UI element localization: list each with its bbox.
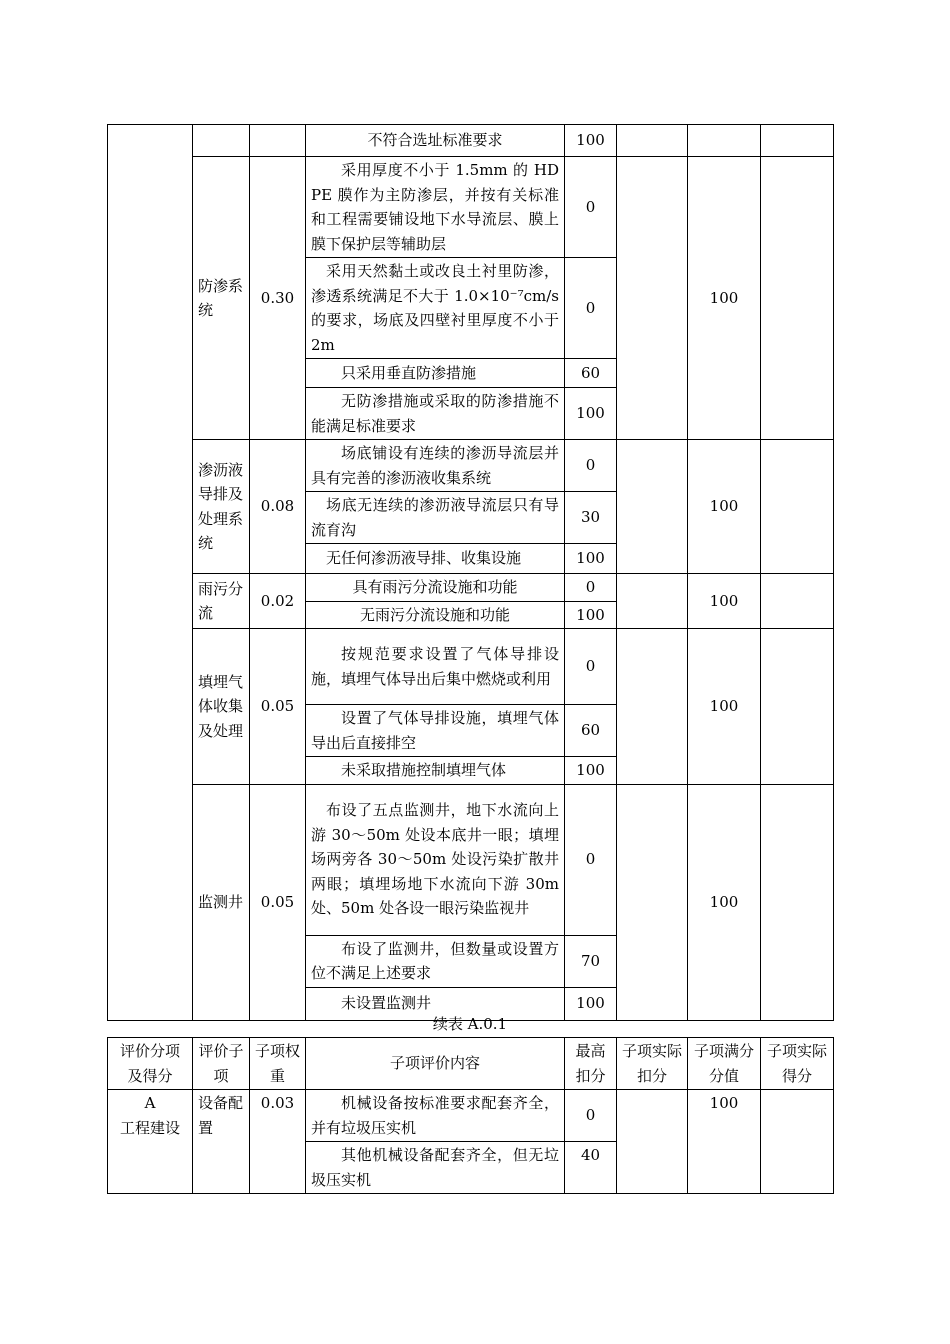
actual-deduction-cell (617, 629, 688, 785)
max-deduction-cell: 60 (565, 705, 617, 757)
content-cell: 无任何渗沥液导排、收集设施 (306, 544, 565, 574)
full-score-cell: 100 (688, 157, 761, 440)
actual-deduction-cell (617, 784, 688, 1020)
content-cell: 采用厚度不小于 1.5mm 的 HDPE 膜作为主防渗层，并按有关标准和工程需要铺设地下水导流层、膜上膜下保护层等辅助层 (306, 157, 565, 258)
content-cell: 采用天然黏土或改良土衬里防渗，渗透系统满足不大于 1.0×10⁻⁷cm/s 的要求，场底及四壁衬里厚度不小于 2m (306, 258, 565, 359)
content-cell: 其他机械设备配套齐全，但无垃圾压实机 (306, 1142, 565, 1194)
actual-score-cell (761, 574, 834, 629)
max-deduction-cell: 100 (565, 757, 617, 785)
full-score-cell: 100 (688, 1090, 761, 1194)
subitem-name: 防渗系统 (193, 157, 250, 440)
header-weight: 子项权重 (250, 1038, 306, 1090)
max-deduction-cell: 60 (565, 359, 617, 388)
actual-score-cell (761, 784, 834, 1020)
max-deduction-cell: 70 (565, 935, 617, 987)
category-code: A (144, 1094, 156, 1112)
subitem-weight: 0.05 (250, 629, 306, 785)
max-deduction-cell: 100 (565, 601, 617, 629)
content-cell: 布设了五点监测井，地下水流向上游 30～50m 处设本底井一眼；填埋场两旁各 30～50m 处设污染扩散井两眼；填埋场地下水流向下游 30m 处、50m 处各设一眼污染监视井 (306, 784, 565, 935)
full-score-cell: 100 (688, 629, 761, 785)
content-cell: 无防渗措施或采取的防渗措施不能满足标准要求 (306, 388, 565, 440)
header-full-score: 子项满分分值 (688, 1038, 761, 1090)
actual-score-cell (761, 440, 834, 574)
subitem-weight: 0.05 (250, 784, 306, 1020)
full-score-cell (688, 125, 761, 157)
actual-score-cell (761, 629, 834, 785)
actual-score-cell (761, 157, 834, 440)
subitem-name: 监测井 (193, 784, 250, 1020)
content-cell: 未设置监测井 (306, 987, 565, 1020)
max-deduction-cell: 100 (565, 125, 617, 157)
max-deduction-cell: 0 (565, 629, 617, 705)
max-deduction-cell: 100 (565, 388, 617, 440)
content-cell: 未采取措施控制填埋气体 (306, 757, 565, 785)
header-actual-score: 子项实际得分 (761, 1038, 834, 1090)
content-cell: 场底铺设有连续的渗沥导流层并具有完善的渗沥液收集系统 (306, 440, 565, 492)
max-deduction-cell: 0 (565, 574, 617, 602)
content-cell: 布设了监测井，但数量或设置方位不满足上述要求 (306, 935, 565, 987)
max-deduction-cell: 0 (565, 784, 617, 935)
header-subitem: 评价子项 (193, 1038, 250, 1090)
subitem-weight: 0.03 (250, 1090, 306, 1194)
table-caption: 续表 A.0.1 (432, 1015, 508, 1033)
header-content: 子项评价内容 (306, 1038, 565, 1090)
evaluation-table-continued (107, 124, 834, 1021)
subitem-name: 填埋气体收集及处理 (193, 629, 250, 785)
subitem-weight: 0.08 (250, 440, 306, 574)
subitem-weight: 0.02 (250, 574, 306, 629)
subitem-weight: 0.30 (250, 157, 306, 440)
full-score-cell: 100 (688, 574, 761, 629)
actual-deduction-cell (617, 125, 688, 157)
content-cell: 场底无连续的渗沥液导流层只有导流育沟 (306, 492, 565, 544)
subitem-name: 雨污分流 (193, 574, 250, 629)
category-cell (108, 125, 193, 1021)
subitem-name: 渗沥液导排及处理系统 (193, 440, 250, 574)
content-cell: 按规范要求设置了气体导排设施，填埋气体导出后集中燃烧或利用 (306, 629, 565, 705)
max-deduction-cell: 40 (565, 1142, 617, 1194)
full-score-cell: 100 (688, 784, 761, 1020)
actual-deduction-cell (617, 157, 688, 440)
actual-score-cell (761, 125, 834, 157)
evaluation-table (107, 1037, 834, 1194)
content-cell: 具有雨污分流设施和功能 (306, 574, 565, 602)
actual-deduction-cell (617, 1090, 688, 1194)
header-max-deduction: 最高扣分 (565, 1038, 617, 1090)
content-cell: 无雨污分流设施和功能 (306, 601, 565, 629)
category-cell (108, 1090, 193, 1194)
max-deduction-cell: 100 (565, 544, 617, 574)
subitem-cell (193, 125, 250, 157)
weight-cell (250, 125, 306, 157)
full-score-cell: 100 (688, 440, 761, 574)
subitem-name: 设备配置 (193, 1090, 250, 1194)
actual-score-cell (761, 1090, 834, 1194)
max-deduction-cell: 0 (565, 258, 617, 359)
content-cell: 设置了气体导排设施，填埋气体导出后直接排空 (306, 705, 565, 757)
content-cell: 只采用垂直防渗措施 (306, 359, 565, 388)
max-deduction-cell: 0 (565, 440, 617, 492)
header-category: 评价分项及得分 (108, 1038, 193, 1090)
max-deduction-cell: 0 (565, 1090, 617, 1142)
category-name: 工程建设 (119, 1118, 180, 1137)
content-cell: 不符合选址标准要求 (306, 125, 565, 157)
actual-deduction-cell (617, 574, 688, 629)
actual-deduction-cell (617, 440, 688, 574)
header-actual-deduction: 子项实际扣分 (617, 1038, 688, 1090)
max-deduction-cell: 30 (565, 492, 617, 544)
max-deduction-cell: 100 (565, 987, 617, 1020)
max-deduction-cell: 0 (565, 157, 617, 258)
content-cell: 机械设备按标准要求配套齐全，并有垃圾压实机 (306, 1090, 565, 1142)
